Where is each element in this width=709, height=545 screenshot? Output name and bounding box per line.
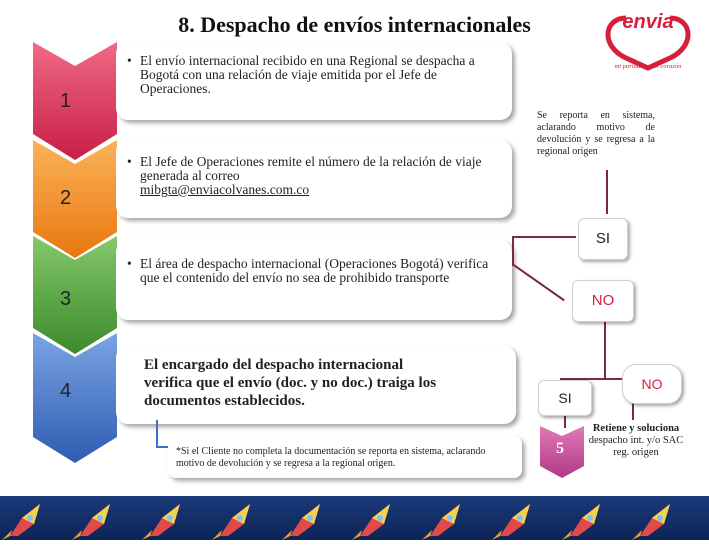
flow-line: [604, 318, 606, 380]
rocket-icon: [492, 504, 530, 540]
step-2-text: El Jefe de Operaciones remite el número de la relación de viaje generada al correo: [140, 154, 482, 183]
step-2-number: 2: [60, 187, 72, 209]
system-note: Se reporta en sistema, aclarando motivo de devolución y se regresa a la regional origen: [537, 110, 655, 157]
branch-si-bottom: SI: [538, 380, 592, 416]
step-3-text: El área de despacho internacional (Operaciones Bogotá) verifica que el contenido del envío no sea de prohibido transporte: [140, 256, 489, 285]
bullet: •: [127, 53, 132, 68]
flow-line: [512, 236, 576, 238]
flow-line: [512, 236, 514, 266]
step-1-box: [116, 42, 512, 120]
step-4-box: [116, 346, 516, 424]
step-5-number: 5: [556, 440, 564, 457]
step-3-number: 3: [60, 288, 72, 310]
rocket-icon: [632, 504, 670, 540]
branch-si-top: SI: [578, 218, 628, 260]
retiene-block: [588, 423, 684, 459]
branch-no-top: NO: [572, 280, 634, 322]
branch-no-bottom: NO: [622, 364, 682, 404]
step-1-text: El envío internacional recibido en una Regional se despacha a Bogotá con una relación de viaje emitida por el Jefe de Operaciones.: [140, 53, 475, 96]
rocket-banner: [0, 496, 709, 540]
bullet: •: [127, 256, 132, 271]
note-connector: [156, 420, 158, 448]
rocket-icon: [2, 504, 40, 540]
rocket-icon: [212, 504, 250, 540]
note-box: [168, 436, 522, 478]
rocket-icon: [282, 504, 320, 540]
step-3-box: [116, 240, 512, 320]
flow-line: [513, 264, 565, 301]
rocket-icon: [562, 504, 600, 540]
rocket-icon: [422, 504, 460, 540]
logo-brand: envia: [622, 11, 674, 33]
step-4-number: 4: [60, 380, 72, 402]
step-1-number: 1: [60, 90, 72, 112]
rocket-icon: [352, 504, 390, 540]
retiene-title: Retiene y soluciona: [592, 423, 680, 434]
rocket-icons: [0, 496, 709, 540]
flow-line: [606, 170, 608, 214]
logo-tagline: mi partida por el corazón: [614, 63, 682, 70]
email-link[interactable]: mibgta@enviacolvanes.com.co: [140, 182, 310, 197]
retiene-body: despacho int. y/o SAC reg. origen: [588, 435, 684, 458]
step-4-chevron: [33, 333, 117, 463]
note-text: *Si el Cliente no completa la documentación se reporta en sistema, aclarando motivo de devolución y se regresa a la regional origen.: [176, 446, 486, 469]
step-4-text: El encargado del despacho internacional verifica que el envío (doc. y no doc.) traiga los documentos establecidos.: [144, 357, 437, 409]
rocket-icon: [72, 504, 110, 540]
bullet: •: [127, 154, 132, 169]
step-2-box: [116, 140, 512, 218]
rocket-icon: [142, 504, 180, 540]
envia-logo: [596, 6, 700, 74]
page-title: 8. Despacho de envíos internacionales: [178, 12, 531, 37]
